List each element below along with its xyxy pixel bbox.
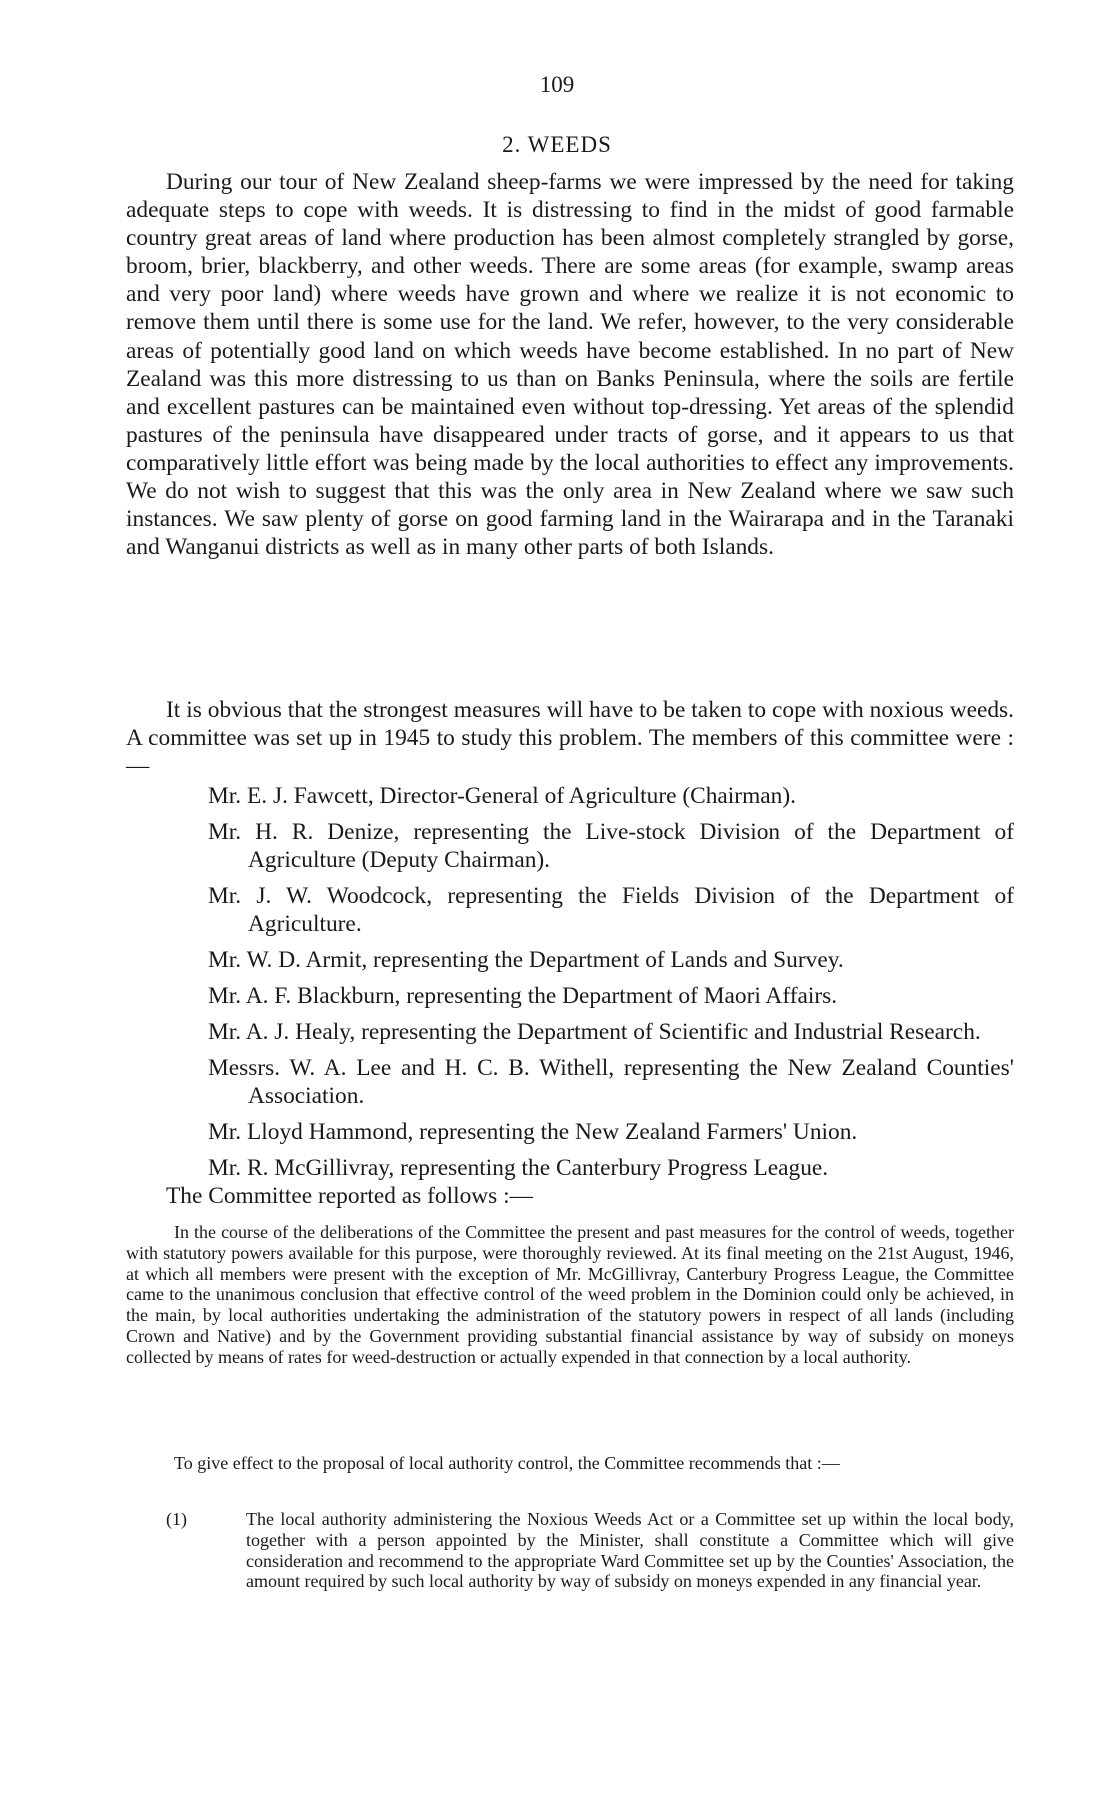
recommendation-number: (1) [166, 1509, 187, 1529]
recommendation-text: The local authority administering the Noxious Weeds Act or a Committee set up within the local body, together with a person appointed by the Minister, shall constitute a Committee which will give consideration and recommend to the appropriate Ward Committee set up by the Counties' Association, the amount required by such local authority by way of subsidy on moneys expended in any financial year. [246, 1509, 1014, 1592]
report-paragraph-recommends: To give effect to the proposal of local authority control, the Committee recommends that :— [174, 1453, 840, 1473]
committee-member: Messrs. W. A. Lee and H. C. B. Withell, representing the New Zealand Counties' Association. [208, 1055, 1014, 1109]
committee-member: Mr. H. R. Denize, representing the Live-stock Division of the Department of Agriculture (Deputy Chairman). [208, 819, 1014, 873]
committee-member: Mr. A. F. Blackburn, representing the Department of Maori Affairs. [208, 983, 838, 1009]
committee-member: Mr. J. W. Woodcock, representing the Fields Division of the Department of Agriculture. [208, 883, 1014, 937]
committee-member: Mr. W. D. Armit, representing the Department of Lands and Survey. [208, 947, 844, 973]
committee-member-list [208, 782, 1014, 1190]
report-paragraph-conclusion: In the course of the deliberations of the Committee the present and past measures for the control of weeds, together with statutory powers available for this purpose, were thoroughly reviewed. At its final meeting on the 21st August, 1946, at which all members were present with the exception of Mr. McGillivray, Canterbury Progress League, the Committee came to the unanimous conclusion that effective control of the weed problem in the Dominion could only be achieved, in the main, by local authorities undertaking the administration of the statutory powers in respect of all lands (including Crown and Native) and by the Government providing substantial financial assistance by way of subsidy on moneys collected by means of rates for weed-destruction or actually expended in that connection by a local authority. [126, 1222, 1014, 1367]
recommendation-list [166, 1509, 1014, 1592]
committee-member: Mr. Lloyd Hammond, representing the New Zealand Farmers' Union. [208, 1119, 858, 1145]
paragraph-committee-intro: It is obvious that the strongest measures will have to be taken to cope with noxious weeds. A committee was set up in 1945 to study this problem. The members of this committee were :— [126, 697, 1014, 780]
page-number: 109 [539, 72, 575, 97]
report-intro: The Committee reported as follows :— [166, 1183, 534, 1209]
committee-member: Mr. A. J. Healy, representing the Department of Scientific and Industrial Research. [208, 1019, 981, 1045]
paragraph-weeds-tour: During our tour of New Zealand sheep-farms we were impressed by the need for taking adequate steps to cope with weeds. It is distressing to find in the midst of good farmable country great areas of land where production has been almost completely strangled by gorse, broom, brier, blackberry, and other weeds. There are some areas (for example, swamp areas and very poor land) where weeds have grown and where we realize it is not economic to remove them until there is some use for the land. We refer, however, to the very considerable areas of potentially good land on which weeds have become established. In no part of New Zealand was this more distressing to us than on Banks Peninsula, where the soils are fertile and excellent pastures can be maintained even without top-dressing. Yet areas of the splendid pastures of the peninsula have disappeared under tracts of gorse, and it appears to us that comparatively little effort was being made by the local authorities to effect any improvements. We do not wish to suggest that this was the only area in New Zealand where we saw such instances. We saw plenty of gorse on good farming land in the Wairarapa and in the Taranaki and Wanganui districts as well as in many other parts of both Islands. [126, 169, 1014, 561]
section-title: 2. WEEDS [502, 132, 612, 157]
recommendation-item [166, 1509, 1014, 1592]
committee-member: Mr. R. McGillivray, representing the Canterbury Progress League. [208, 1155, 829, 1181]
committee-member: Mr. E. J. Fawcett, Director-General of Agriculture (Chairman). [208, 783, 796, 809]
